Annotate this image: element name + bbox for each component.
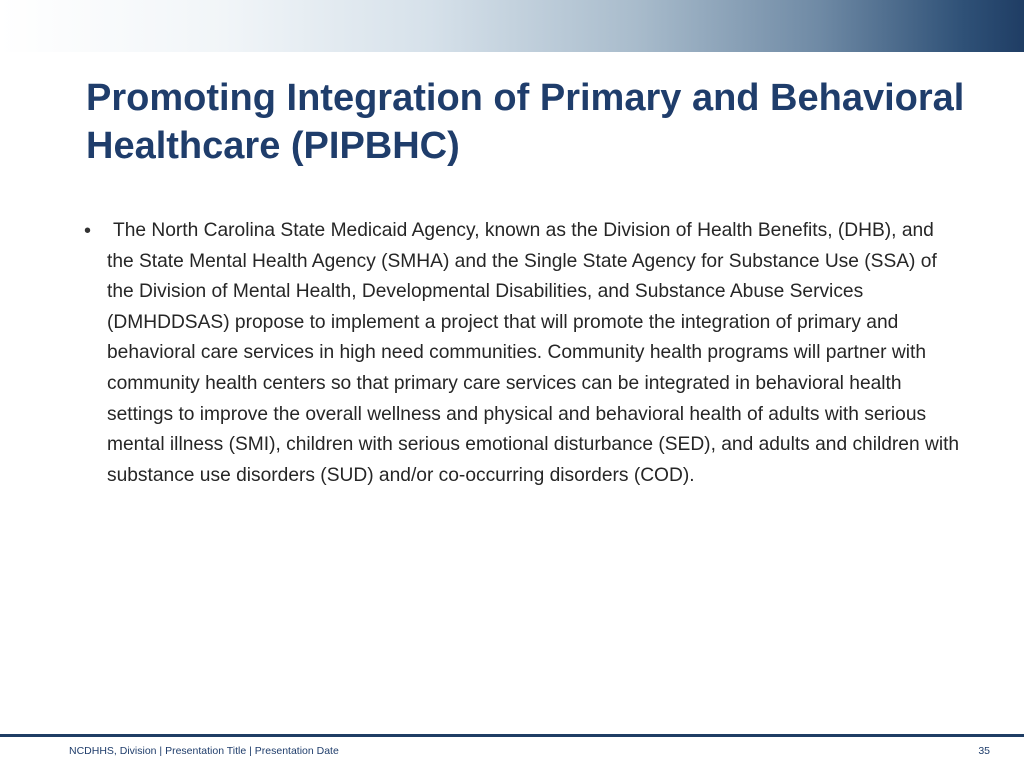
header-gradient-bar (0, 0, 1024, 52)
slide-title: Promoting Integration of Primary and Behavioral Healthcare (PIPBHC) (86, 77, 965, 167)
page-number: 35 (978, 745, 990, 757)
bullet-list (84, 216, 964, 491)
bullet-text: The North Carolina State Medicaid Agency, known as the Division of Health Benefits, (DHB), and the State Mental Health Agency (SMHA) and the Single State Agency for Substance Use (SSA) of the Division of Mental Health, Developmental Disabilities, and Substance Abuse Services (DMHDDSAS) propose to implement a project that will promote the integration of primary and behavioral care services in high need communities. Community health programs will partner with community health centers so that primary care services can be integrated in behavioral health settings to improve the overall wellness and physical and behavioral health of adults with serious mental illness (SMI), children with serious emotional disturbance (SED), and adults and children with substance use disorders (SUD) and/or co-occurring disorders (COD). (107, 220, 960, 486)
footer-text: NCDHHS, Division | Presentation Title | Presentation Date (69, 745, 339, 757)
footer-divider (0, 734, 1024, 737)
bullet-item (84, 216, 964, 491)
bullet-icon: • (84, 220, 92, 242)
